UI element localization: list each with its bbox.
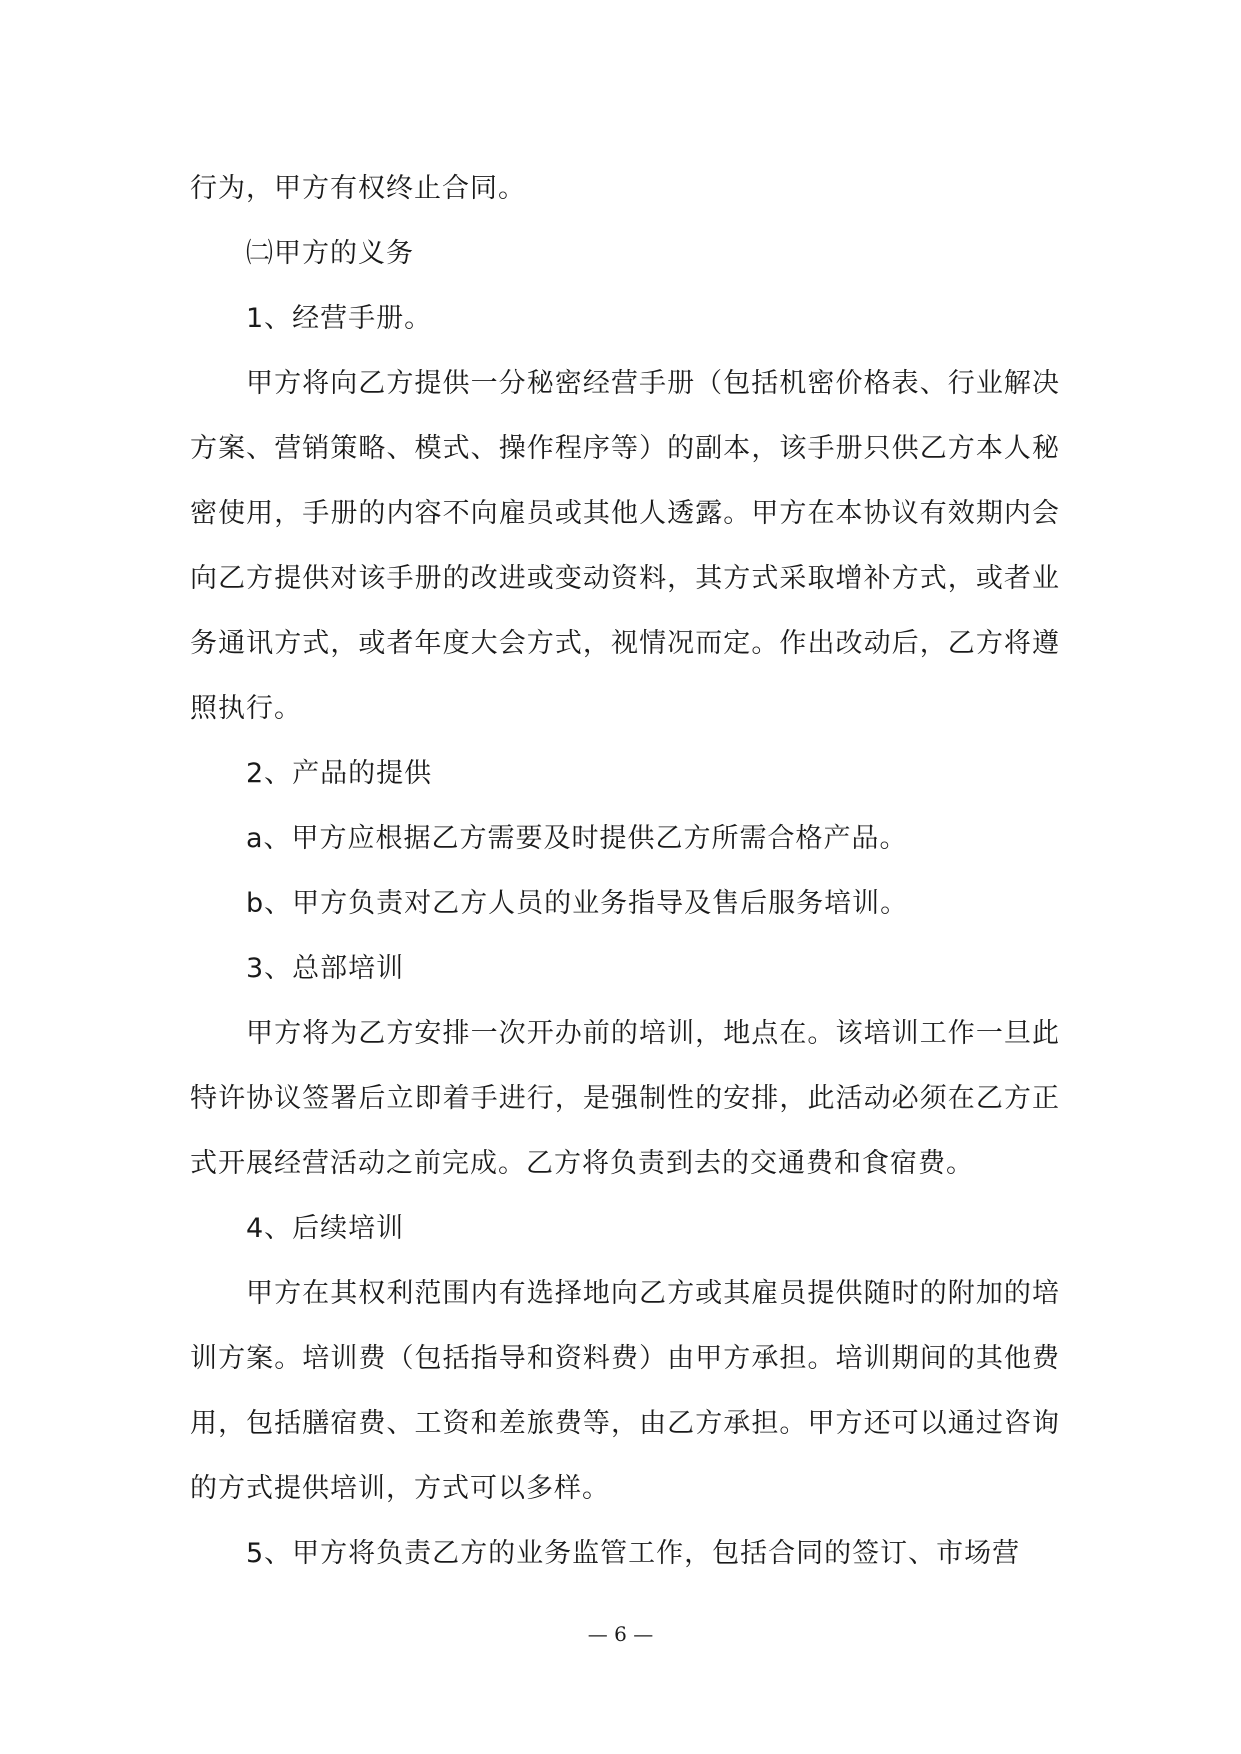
item-heading: 3、总部培训 (246, 953, 405, 984)
item-heading: 2、产品的提供 (246, 758, 433, 789)
paragraph: 甲方在其权利范围内有选择地向乙方或其雇员提供随时的附加的培训方案。培训费（包括指导和资料费）由甲方承担。培训期间的其他费用，包括膳宿费、工资和差旅费等，由乙方承担。甲方还可以通过咨询的方式提供培训，方式可以多样。 (190, 1278, 1060, 1504)
paragraph: 行为，甲方有权终止合同。 (190, 173, 526, 204)
item-heading: 4、后续培训 (246, 1213, 405, 1244)
item-heading: 1、经营手册。 (246, 303, 433, 334)
paragraph: 5、甲方将负责乙方的业务监管工作，包括合同的签订、市场营 (246, 1538, 1021, 1569)
body-text (190, 156, 1060, 1586)
page-number: — 6 — (587, 1622, 654, 1646)
section-heading: ㈡甲方的义务 (246, 238, 414, 269)
list-item: a、甲方应根据乙方需要及时提供乙方所需合格产品。 (246, 823, 908, 854)
list-item: b、甲方负责对乙方人员的业务指导及售后服务培训。 (246, 888, 909, 919)
paragraph: 甲方将向乙方提供一分秘密经营手册（包括机密价格表、行业解决方案、营销策略、模式、操作程序等）的副本，该手册只供乙方本人秘密使用，手册的内容不向雇员或其他人透露。甲方在本协议有效期内会向乙方提供对该手册的改进或变动资料，其方式采取增补方式，或者业务通讯方式，或者年度大会方式，视情况而定。作出改动后，乙方将遵照执行。 (190, 368, 1060, 724)
paragraph: 甲方将为乙方安排一次开办前的培训，地点在。该培训工作一旦此特许协议签署后立即着手进行，是强制性的安排，此活动必须在乙方正式开展经营活动之前完成。乙方将负责到去的交通费和食宿费。 (190, 1018, 1060, 1179)
